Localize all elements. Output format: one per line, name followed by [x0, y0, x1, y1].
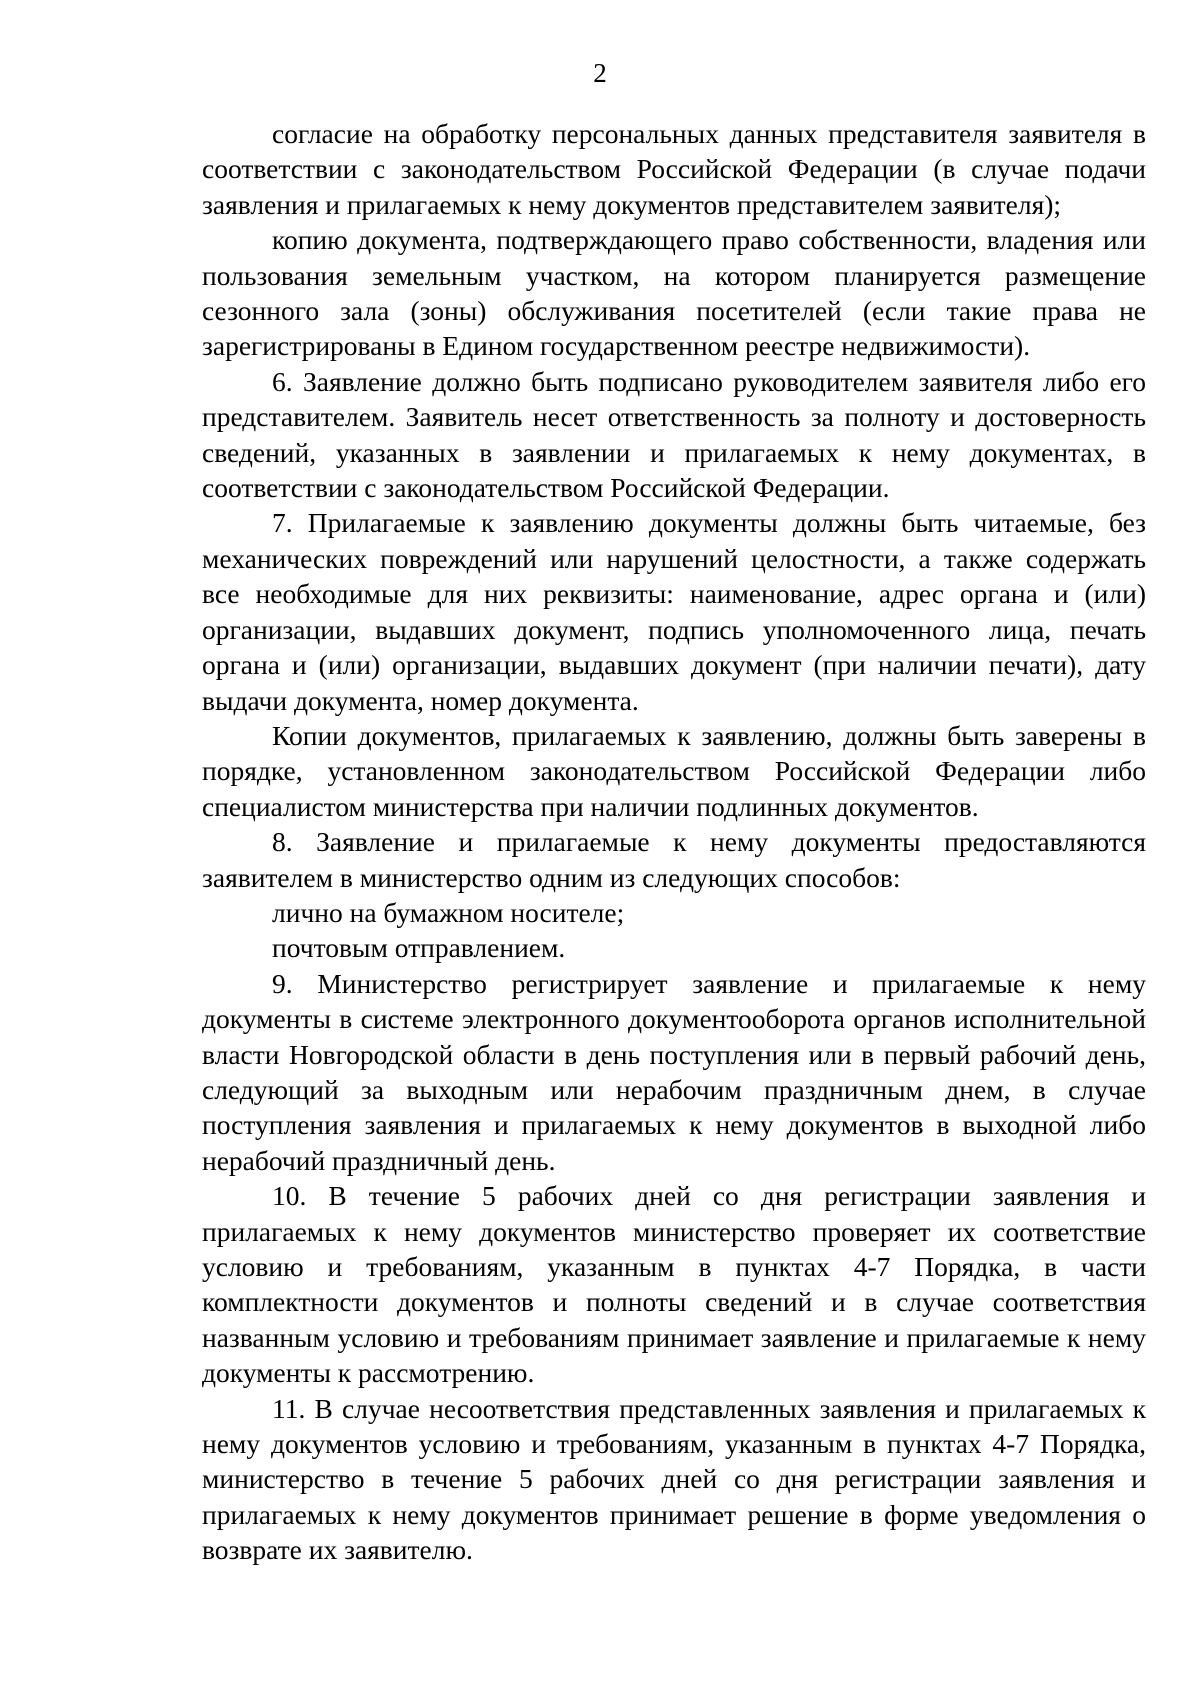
paragraph-item-10: 10. В течение 5 рабочих дней со дня регистрации заявления и прилагаемых к нему документов министерство проверяет их соответствие условию и требованиям, указанным в пунктах 4-7 Порядка, в части комплектности документов и полноты сведений и в случае соответствия названным условию и требованиям принимает заявление и прилагаемые к нему документы к рассмотрению. — [202, 1180, 1146, 1389]
paragraph-item-9: 9. Министерство регистрирует заявление и прилагаемые к нему документы в системе электронного документооборота органов исполнительной власти Новгородской области в день поступления или в первый рабочий день, следующий за выходным или нерабочим праздничным днем, в случае поступления заявления и прилагаемых к нему документов в выходной либо нерабочий праздничный день. — [202, 967, 1146, 1176]
paragraph-item-7: 7. Прилагаемые к заявлению документы должны быть читаемые, без механических повреждений или нарушений целостности, а также содержать все необходимые для них реквизиты: наименование, адрес органа и (или) организации, выдавших документ, подпись уполномоченного лица, печать органа и (или) организации, выдавших документ (при наличии печати), дату выдачи документа, номер документа. — [202, 507, 1146, 716]
paragraph-item-11: 11. В случае несоответствия представленных заявления и прилагаемых к нему документов условию и требованиям, указанным в пунктах 4-7 Порядка, министерство в течение 5 рабочих дней со дня регистрации заявления и прилагаемых к нему документов принимает решение в форме уведомления о возврате их заявителю. — [202, 1392, 1146, 1566]
paragraph-method-post: почтовым отправлением. — [272, 932, 566, 964]
paragraph-consent-personal-data: согласие на обработку персональных данных представителя заявителя в соответствии с законодательством Российской Федерации (в случае подачи заявления и прилагаемых к нему документов представителем заявителя); — [202, 118, 1146, 220]
paragraph-method-paper: лично на бумажном носителе; — [272, 896, 625, 928]
paragraph-item-8: 8. Заявление и прилагаемые к нему документы предоставляются заявителем в министерство одним из следующих способов: — [202, 826, 1146, 893]
paragraph-copies-certification: Копии документов, прилагаемых к заявлению, должны быть заверены в порядке, установленном законодательством Российской Федерации либо специалистом министерства при наличии подлинных документов. — [202, 719, 1146, 822]
paragraph-land-rights-copy: копию документа, подтверждающего право собственности, владения или пользования земельным участком, на котором планируется размещение сезонного зала (зоны) обслуживания посетителей (если такие права не зарегистрированы в Едином государственном реестре недвижимости). — [202, 224, 1146, 362]
page-number: 2 — [593, 58, 607, 88]
document-body — [202, 116, 1146, 1568]
paragraph-item-6: 6. Заявление должно быть подписано руководителем заявителя либо его представителем. Заявитель несет ответственность за полноту и достоверность сведений, указанных в заявлении и прилагаемых к нему документах, в соответствии с законодательством Российской Федерации. — [202, 365, 1146, 504]
